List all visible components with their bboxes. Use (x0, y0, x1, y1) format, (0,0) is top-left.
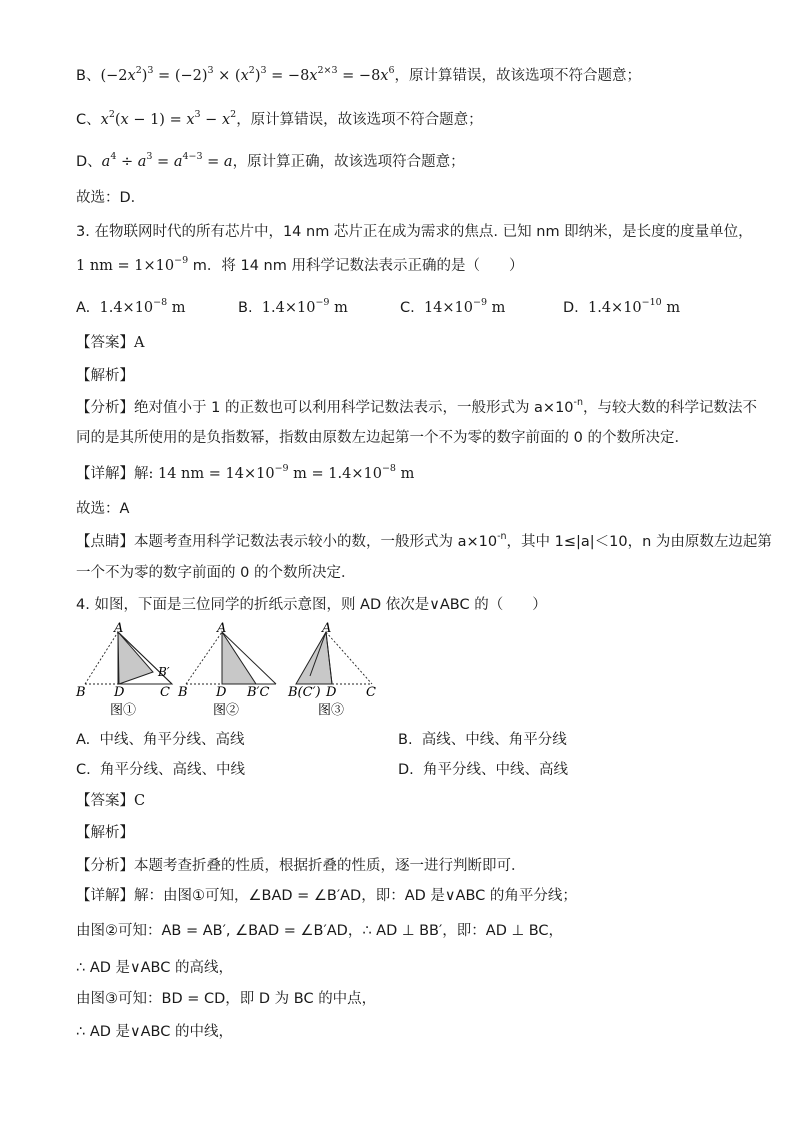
q4-fold-figures (70, 620, 400, 720)
svg-text:C: C (366, 685, 376, 700)
svg-text:A: A (322, 621, 332, 636)
q3-stem-rest: m．将 14 nm 用科学记数法表示正确的是（ ） (188, 258, 524, 274)
q4-line3: ∴ AD 是∨ABC 的高线， (76, 960, 233, 976)
svg-text:A: A (114, 621, 124, 636)
option-c-prefix: C、 (76, 112, 101, 128)
svg-text:D: D (216, 685, 227, 700)
q4-line2: 由图②可知：AB = AB′, ∠BAD = ∠B′AD，∴ AD ⊥ BB′，即：AD ⊥ BC， (76, 923, 564, 939)
option-b-prefix: B、 (76, 68, 101, 84)
option-d-suffix: ，原计算正确，故该选项符合题意； (232, 154, 465, 170)
option-d-prefix: D、 (76, 154, 102, 170)
svg-text:图①: 图① (110, 703, 137, 718)
svg-text:A: A (217, 621, 227, 636)
q3-choose: 故选：A (76, 501, 130, 517)
q3-answer: 【答案】A (76, 335, 145, 351)
option-b-line (76, 66, 641, 86)
q4-line4: 由图③可知：BD = CD，即 D 为 BC 的中点， (76, 991, 377, 1007)
q4-fenxi: 【分析】本题考查折叠的性质，根据折叠的性质，逐一进行判断即可． (76, 858, 526, 874)
option-c-formula: $x^2(x - 1) = x^3 - x^2$ (100, 109, 237, 128)
option-b-formula: $(-2x^2)^3 = (-2)^3 \times (x^2)^3 = -8x^{2\times 3} = -8x^6$ (100, 65, 395, 84)
svg-text:D: D (326, 685, 337, 700)
q3-dianjing-line1: 【点睛】本题考查用科学记数法表示较小的数，一般形式为 $a\times 10^{-n}$，其中 1≤|a|＜10，n 为由原数左边起第 (76, 531, 772, 550)
q4-answer: 【答案】C (76, 793, 146, 809)
q4-xiangjie-line1: 【详解】解：由图①可知，∠BAD = ∠B′AD，即：AD 是∨ABC 的角平分线； (76, 888, 577, 904)
svg-text:C: C (160, 685, 170, 700)
svg-text:图③: 图③ (318, 703, 345, 718)
q4-option-c: C. 角平分线、高线、中线 (76, 762, 245, 778)
q3-option-d: D. $1.4\times 10^{-10}$ m (563, 297, 681, 316)
svg-text:B′: B′ (158, 665, 170, 679)
option-b-suffix: ，原计算错误，故该选项不符合题意； (394, 68, 642, 84)
option-c-suffix: ，原计算错误，故该选项不符合题意； (236, 112, 483, 128)
choose-d: 故选：D． (76, 190, 146, 206)
option-d-line (76, 152, 465, 172)
svg-text:B: B (76, 685, 86, 700)
svg-text:D: D (114, 685, 125, 700)
q4-option-a: A. 中线、角平分线、高线 (76, 732, 245, 748)
q3-option-c: C. $14\times 10^{-9}$ m (400, 297, 506, 316)
q4-stem: 4. 如图，下面是三位同学的折纸示意图，则 AD 依次是∨ABC 的（ ） (76, 597, 547, 613)
q4-line5: ∴ AD 是∨ABC 的中线， (76, 1024, 233, 1040)
option-d-formula: $a^4 \div a^3 = a^{4-3} = a$ (101, 151, 233, 170)
q3-fenxi-line1: 【分析】绝对值小于 1 的正数也可以利用科学记数法表示，一般形式为 $a\times 10^{-n}$，与较大数的科学记数法不 (76, 397, 757, 416)
q3-stem-line1: 3. 在物联网时代的所有芯片中，14 nm 芯片正在成为需求的焦点. 已知 nm 即纳米，是长度的度量单位， (76, 224, 753, 240)
svg-text:图②: 图② (213, 703, 240, 718)
q3-analysis-tag: 【解析】 (76, 368, 134, 384)
figure-1 (75, 621, 172, 718)
q4-option-b: B. 高线、中线、角平分线 (398, 732, 567, 748)
q3-option-a: A. $1.4\times 10^{-8}$ m (76, 297, 186, 316)
answer-tag: 【答案】 (76, 335, 134, 351)
svg-text:B: B (178, 685, 188, 700)
q3-dianjing-line2: 一个不为零的数字前面的 0 的个数所决定． (76, 565, 356, 581)
q3-stem-line2: 1 nm = $1\times 10^{-9}$ m．将 14 nm 用科学记数法表示正确的是（ ） (76, 255, 524, 274)
option-c-line (76, 110, 483, 130)
svg-text:B′C: B′C (247, 685, 270, 700)
q3-xiangjie: 【详解】解: 14 nm = $14\times 10^{-9}$ $m = 1.4\times 10^{-8}$ m (76, 463, 415, 482)
q3-unit-def: 1 nm = 1×10 (76, 258, 175, 274)
q3-option-b: B. $1.4\times 10^{-9}$ m (238, 297, 348, 316)
figure-2 (177, 621, 276, 718)
svg-text:B(C′): B(C′) (288, 685, 321, 700)
figure-3 (287, 621, 376, 718)
q3-fenxi-line2: 同的是其所使用的是负指数幂，指数由原数左边起第一个不为零的数字前面的 0 的个数所决定． (76, 430, 689, 446)
q4-option-d: D. 角平分线、中线、高线 (398, 762, 568, 778)
q4-analysis-tag: 【解析】 (76, 825, 134, 841)
